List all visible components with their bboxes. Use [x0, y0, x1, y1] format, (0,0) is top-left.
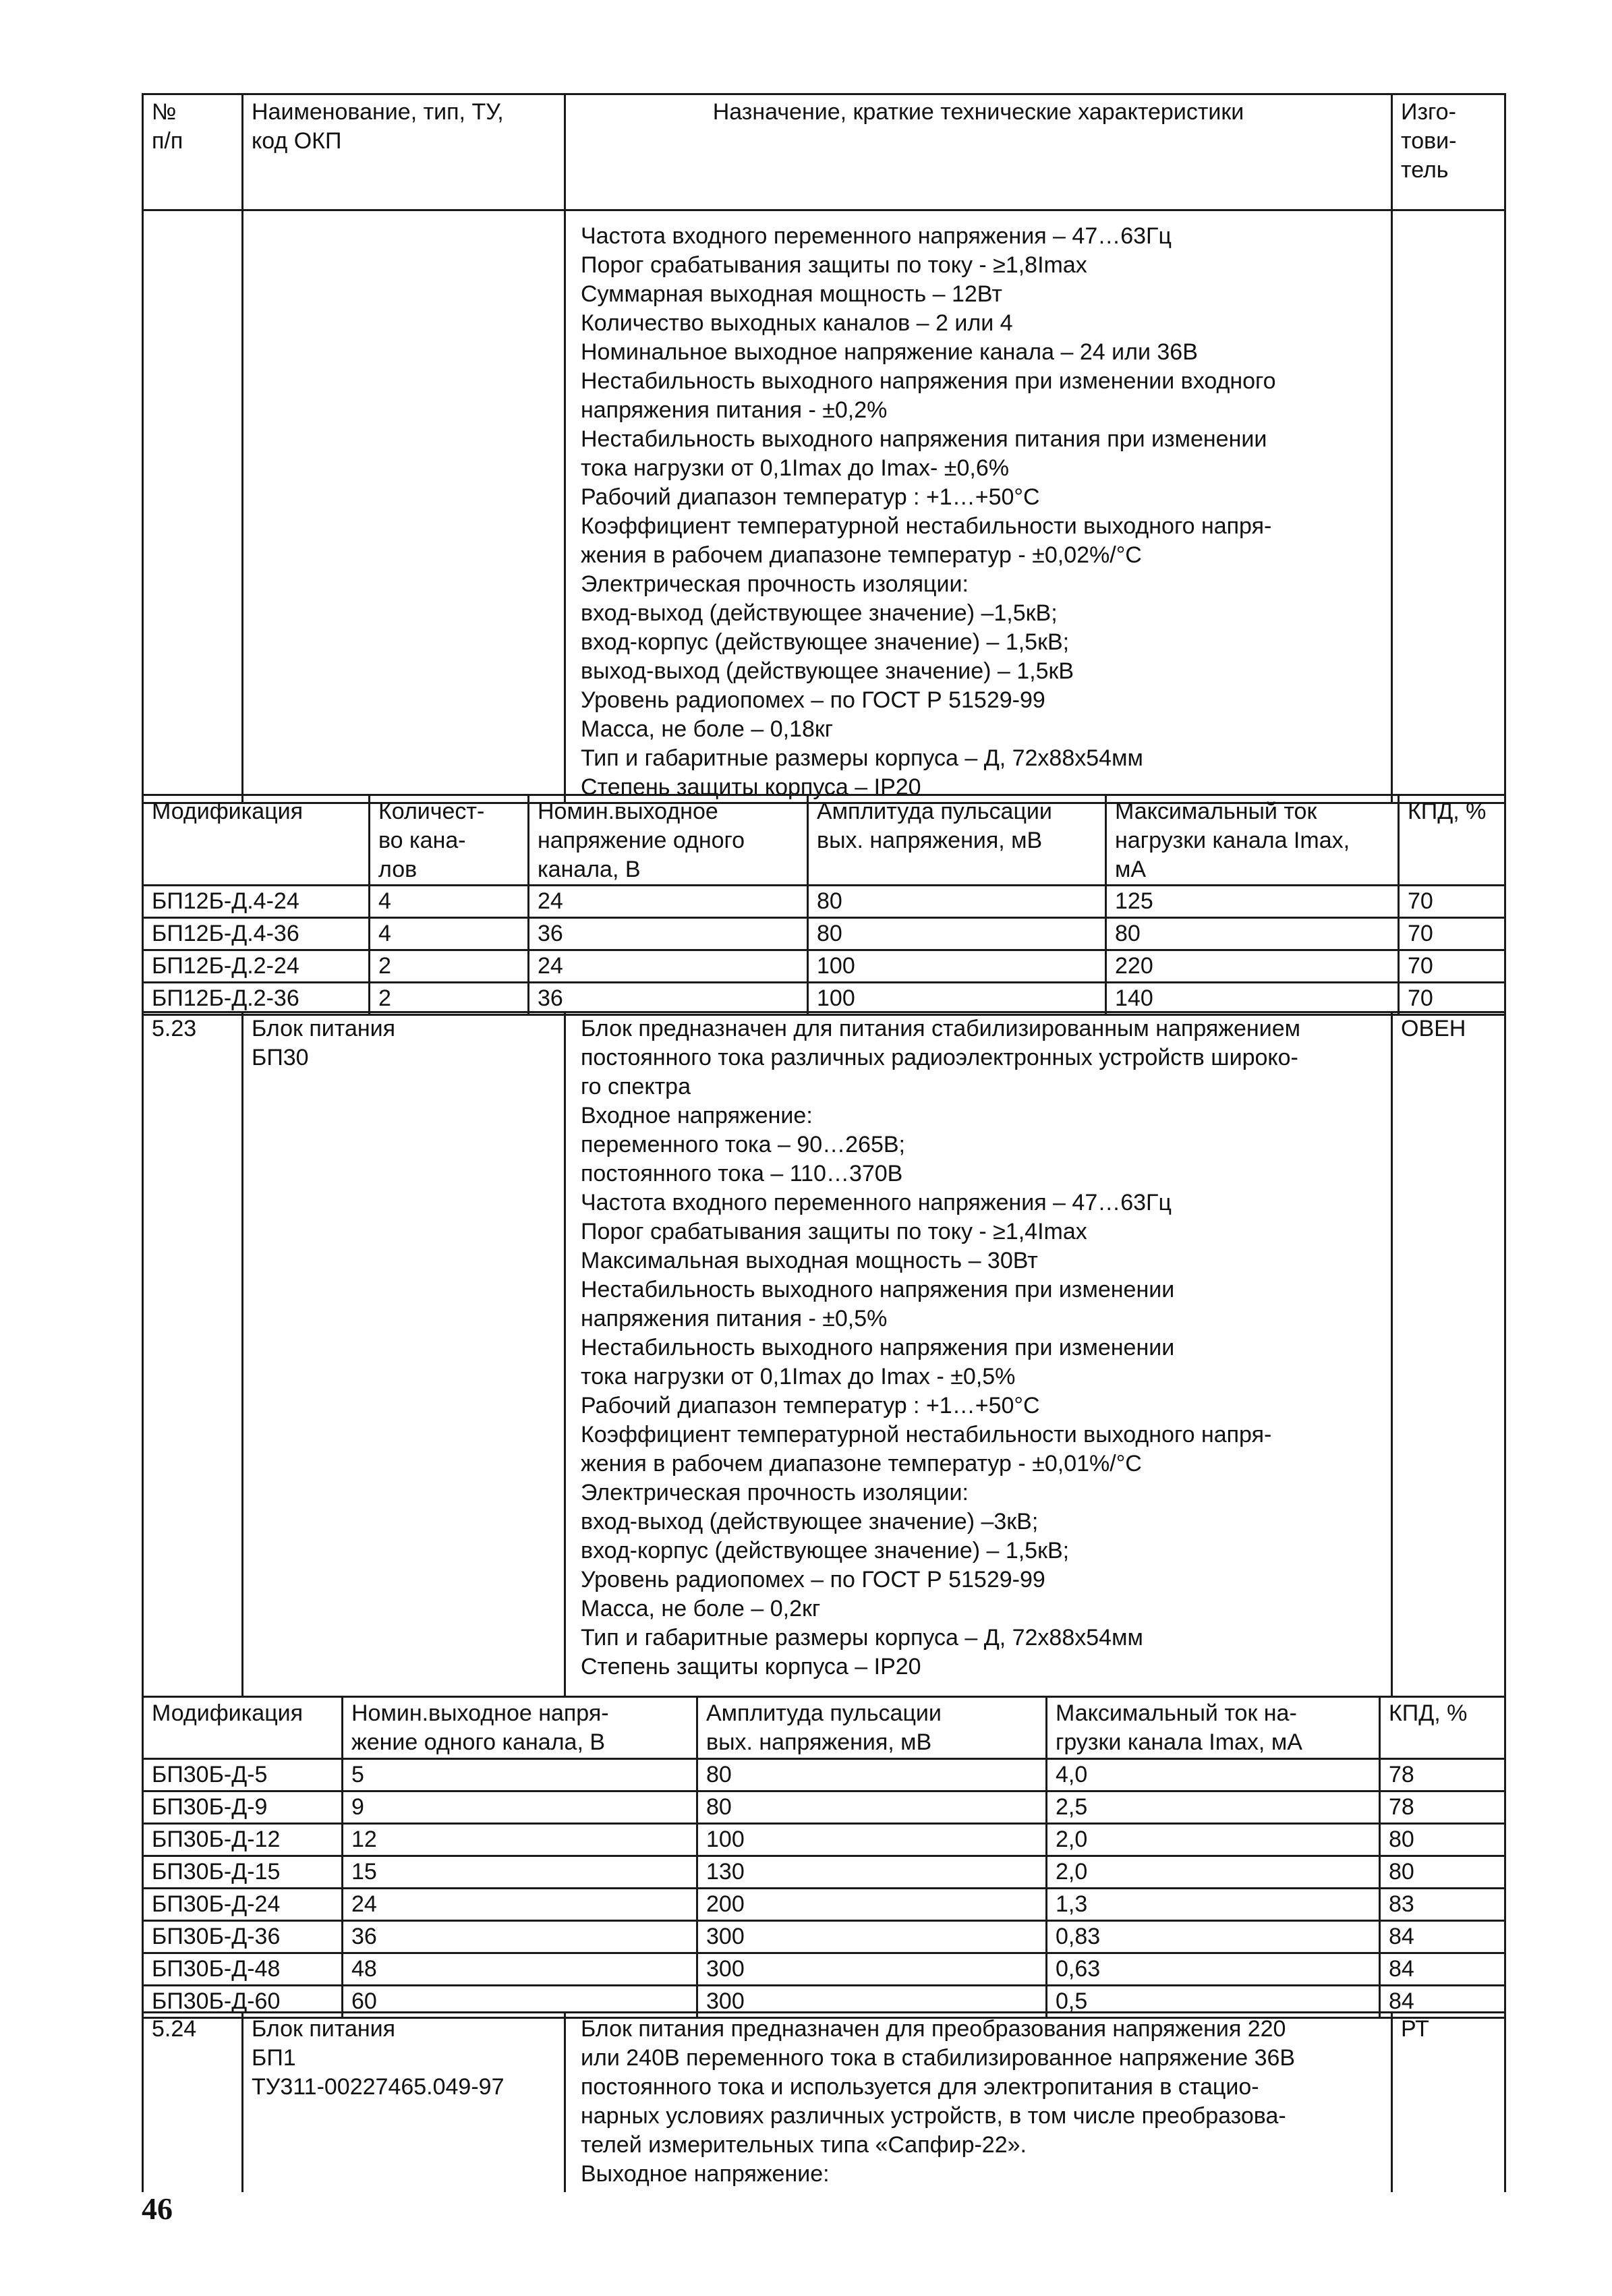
table-header-row: [143, 94, 1505, 210]
mods1-cell-i: 140: [1106, 983, 1399, 1015]
mods1-row: [143, 886, 1505, 918]
mods2-header-row: [143, 1697, 1505, 1759]
mods1-cell-v: 24: [529, 950, 808, 983]
item-5-24: [142, 2011, 1506, 2192]
block1-spec-line: Степень защиты корпуса – IP20: [581, 774, 921, 800]
item-5-23-spec-line: постоянного тока различных радиоэлектронных устройств широко-: [581, 1045, 1298, 1070]
block1-specs: [565, 210, 1392, 803]
header-maker-l3: тель: [1401, 157, 1449, 183]
empty-num-cell: [143, 210, 243, 803]
header-name: [243, 94, 565, 210]
mods1-h-i-l1: Максимальный ток: [1115, 799, 1317, 824]
empty-name-cell: [243, 210, 565, 803]
mods1-h-ch-l2: во кана-: [378, 828, 466, 853]
item-5-23-spec-line: Максимальная выходная мощность – 30Вт: [581, 1248, 1038, 1273]
mods2-h-eff: КПД, %: [1380, 1697, 1505, 1759]
mods1-h-channels: [370, 795, 529, 886]
mods1-h-mod: Модификация: [143, 795, 370, 886]
block1-spec-line: Масса, не боле – 0,18кг: [581, 716, 834, 742]
item-5-23-spec-line: Масса, не боле – 0,2кг: [581, 1596, 821, 1621]
mods2-h-voltage: [343, 1697, 697, 1759]
item-5-23-row: [143, 1012, 1505, 1697]
mods1-cell-ch: 2: [370, 950, 529, 983]
mods2-cell-i: 1,3: [1047, 1889, 1380, 1921]
mods1-cell-e: 70: [1399, 983, 1505, 1015]
mods2-cell-mod: БП30Б-Д-12: [143, 1824, 343, 1856]
mods1-h-voltage: [529, 795, 808, 886]
mods1-header-row: [143, 795, 1505, 886]
mods1-h-ch-l1: Количест-: [378, 799, 485, 824]
mods2-cell-mod: БП30Б-Д-5: [143, 1759, 343, 1791]
mods1-h-v-l1: Номин.выходное: [538, 799, 718, 824]
mods1-cell-r: 80: [808, 886, 1106, 918]
item-5-23-spec-line: Нестабильность выходного напряжения при изменении: [581, 1335, 1175, 1360]
catalog-table-top: [142, 93, 1506, 804]
mods1-cell-ch: 4: [370, 886, 529, 918]
item-5-24-spec-line: Выходное напряжение:: [581, 2161, 830, 2187]
mods1-h-v-l2: напряжение одного: [538, 828, 745, 853]
mods2-cell-e: 78: [1380, 1791, 1505, 1824]
block1-spec-line: Коэффициент температурной нестабильности выходного напря-: [581, 513, 1272, 539]
item-5-23-name-l2: БП30: [252, 1045, 309, 1070]
item-5-23-spec-line: постоянного тока – 110…370В: [581, 1161, 903, 1186]
block1-spec-line: тока нагрузки от 0,1Imax до Imax- ±0,6%: [581, 455, 1009, 481]
mods1-cell-mod: БП12Б-Д.4-24: [143, 886, 370, 918]
item-5-23-spec-line: Входное напряжение:: [581, 1103, 813, 1128]
mods1-cell-mod: БП12Б-Д.2-36: [143, 983, 370, 1015]
mods2-cell-v: 5: [343, 1759, 697, 1791]
mods1-cell-v: 36: [529, 918, 808, 950]
item-5-23-specs: [565, 1012, 1392, 1697]
mods1-h-ch-l3: лов: [378, 857, 418, 882]
item-5-23-spec-line: напряжения питания - ±0,5%: [581, 1306, 888, 1331]
item-5-24-maker: РТ: [1392, 2013, 1505, 2192]
header-purpose: Назначение, краткие технические характеристики: [565, 94, 1392, 210]
mods1-cell-i: 80: [1106, 918, 1399, 950]
block1-spec-line: Суммарная выходная мощность – 12Вт: [581, 281, 1002, 307]
item-5-23-spec-line: Тип и габаритные размеры корпуса – Д, 72х88х54мм: [581, 1625, 1143, 1651]
mods2-cell-e: 84: [1380, 1953, 1505, 1986]
mods2-h-current: [1047, 1697, 1380, 1759]
item-5-24-spec-line: нарных условиях различных устройств, в том числе преобразова-: [581, 2103, 1286, 2129]
item-5-23-spec-line: Частота входного переменного напряжения – 47…63Гц: [581, 1190, 1172, 1215]
item-5-24-name-l3: ТУ311-00227465.049-97: [252, 2074, 505, 2100]
mods1-h-i-l3: мА: [1115, 857, 1147, 882]
mods1-h-eff: КПД, %: [1399, 795, 1505, 886]
item-5-23-spec-line: Порог срабатывания защиты по току - ≥1,4Imax: [581, 1219, 1087, 1244]
header-maker-l1: Изго-: [1401, 99, 1456, 125]
spec-row-1: [143, 210, 1505, 803]
mods2-cell-mod: БП30Б-Д-15: [143, 1856, 343, 1889]
item-5-23-spec-line: Степень защиты корпуса – IP20: [581, 1654, 921, 1680]
empty-maker-cell: [1392, 210, 1505, 803]
mods2-cell-r: 130: [697, 1856, 1047, 1889]
modifications-table-1: [142, 794, 1506, 1016]
mods1-cell-e: 70: [1399, 886, 1505, 918]
item-5-23-spec-line: Коэффициент температурной нестабильности выходного напря-: [581, 1422, 1272, 1447]
mods2-h-r-l1: Амплитуда пульсации: [706, 1700, 942, 1726]
page-number: 46: [142, 2191, 173, 2226]
mods2-cell-v: 15: [343, 1856, 697, 1889]
item-5-23-name-l1: Блок питания: [252, 1016, 396, 1041]
mods1-h-r-l1: Амплитуда пульсации: [817, 799, 1052, 824]
block1-spec-line: Электрическая прочность изоляции:: [581, 571, 969, 597]
block1-spec-line: Уровень радиопомех – по ГОСТ Р 51529-99: [581, 687, 1045, 713]
mods2-cell-e: 80: [1380, 1824, 1505, 1856]
header-num-l2: п/п: [152, 128, 183, 154]
block1-spec-line: Порог срабатывания защиты по току - ≥1,8Imax: [581, 252, 1087, 278]
block1-spec-line: Тип и габаритные размеры корпуса – Д, 72х88х54мм: [581, 745, 1143, 771]
mods2-cell-i: 2,5: [1047, 1791, 1380, 1824]
header-num-l1: №: [152, 99, 177, 125]
mods1-row: [143, 983, 1505, 1015]
mods2-cell-e: 84: [1380, 1921, 1505, 1953]
mods2-cell-i: 2,0: [1047, 1824, 1380, 1856]
mods2-cell-r: 80: [697, 1759, 1047, 1791]
item-5-23-spec-line: жения в рабочем диапазоне температур - ±0,01%/°С: [581, 1451, 1142, 1476]
block1-spec-line: выход-выход (действующее значение) – 1,5кВ: [581, 658, 1074, 684]
mods1-cell-i: 125: [1106, 886, 1399, 918]
mods1-cell-i: 220: [1106, 950, 1399, 983]
mods1-cell-mod: БП12Б-Д.2-24: [143, 950, 370, 983]
mods1-cell-r: 100: [808, 983, 1106, 1015]
mods1-cell-v: 24: [529, 886, 808, 918]
mods2-cell-mod: БП30Б-Д-48: [143, 1953, 343, 1986]
mods2-h-mod: Модификация: [143, 1697, 343, 1759]
mods2-h-i-l2: грузки канала Imax, мА: [1056, 1729, 1302, 1755]
mods2-cell-mod: БП30Б-Д-36: [143, 1921, 343, 1953]
mods2-cell-v: 12: [343, 1824, 697, 1856]
mods2-row: [143, 1921, 1505, 1953]
header-maker: [1392, 94, 1505, 210]
block1-spec-line: вход-выход (действующее значение) –1,5кВ;: [581, 600, 1058, 626]
mods1-row: [143, 918, 1505, 950]
mods1-cell-v: 36: [529, 983, 808, 1015]
item-5-24-name-l1: Блок питания: [252, 2016, 396, 2042]
mods2-cell-v: 9: [343, 1791, 697, 1824]
mods2-cell-r: 300: [697, 1953, 1047, 1986]
mods2-cell-v: 36: [343, 1921, 697, 1953]
mods2-row: [143, 1953, 1505, 1986]
mods1-cell-r: 80: [808, 918, 1106, 950]
mods2-row: [143, 1856, 1505, 1889]
mods2-cell-v: 60: [343, 1986, 697, 2018]
mods1-h-r-l2: вых. напряжения, мВ: [817, 828, 1043, 853]
mods2-cell-mod: БП30Б-Д-24: [143, 1889, 343, 1921]
mods2-row: [143, 1791, 1505, 1824]
item-5-24-spec-line: постоянного тока и используется для электропитания в стацио-: [581, 2074, 1259, 2100]
item-5-23-num: 5.23: [143, 1012, 243, 1697]
mods1-cell-ch: 2: [370, 983, 529, 1015]
mods2-cell-r: 100: [697, 1824, 1047, 1856]
item-5-23-spec-line: Нестабильность выходного напряжения при изменении: [581, 1277, 1175, 1302]
item-5-24-spec-line: или 240В переменного тока в стабилизированное напряжение 36В: [581, 2045, 1296, 2071]
item-5-24-specs: [565, 2013, 1392, 2192]
mods2-h-v-l1: Номин.выходное напря-: [351, 1700, 609, 1726]
mods1-cell-e: 70: [1399, 918, 1505, 950]
header-num: [143, 94, 243, 210]
mods1-cell-r: 100: [808, 950, 1106, 983]
mods2-h-i-l1: Максимальный ток на-: [1056, 1700, 1297, 1726]
mods2-row: [143, 1889, 1505, 1921]
item-5-24-row: [143, 2013, 1505, 2192]
item-5-23-spec-line: переменного тока – 90…265В;: [581, 1132, 905, 1157]
item-5-24-spec-line: телей измерительных типа «Сапфир-22».: [581, 2132, 1027, 2158]
item-5-23: [142, 1011, 1506, 1698]
mods2-cell-r: 300: [697, 1986, 1047, 2018]
mods1-cell-e: 70: [1399, 950, 1505, 983]
mods1-row: [143, 950, 1505, 983]
mods2-cell-v: 24: [343, 1889, 697, 1921]
block1-spec-line: Нестабильность выходного напряжения питания при изменении: [581, 426, 1267, 452]
mods2-cell-i: 2,0: [1047, 1856, 1380, 1889]
block1-spec-line: вход-корпус (действующее значение) – 1,5кВ;: [581, 629, 1070, 655]
item-5-23-spec-line: вход-выход (действующее значение) –3кВ;: [581, 1509, 1039, 1534]
item-5-24-name-l2: БП1: [252, 2045, 296, 2071]
header-maker-l2: тови-: [1401, 128, 1457, 154]
mods1-cell-ch: 4: [370, 918, 529, 950]
mods2-cell-i: 0,5: [1047, 1986, 1380, 2018]
block1-spec-line: Рабочий диапазон температур : +1…+50°С: [581, 484, 1040, 510]
mods1-cell-mod: БП12Б-Д.4-36: [143, 918, 370, 950]
header-name-l2: код ОКП: [252, 128, 342, 154]
mods2-cell-mod: БП30Б-Д-60: [143, 1986, 343, 2018]
mods2-cell-e: 80: [1380, 1856, 1505, 1889]
modifications-table-2: [142, 1696, 1506, 2019]
item-5-23-spec-line: Уровень радиопомех – по ГОСТ Р 51529-99: [581, 1567, 1045, 1592]
item-5-24-name: [243, 2013, 565, 2192]
block1-spec-line: Частота входного переменного напряжения – 47…63Гц: [581, 223, 1172, 249]
item-5-23-maker: ОВЕН: [1392, 1012, 1505, 1697]
block1-spec-line: Количество выходных каналов – 2 или 4: [581, 310, 1013, 336]
item-5-23-spec-line: Блок предназначен для питания стабилизированным напряжением: [581, 1016, 1300, 1041]
mods2-cell-r: 80: [697, 1791, 1047, 1824]
item-5-23-spec-line: Рабочий диапазон температур : +1…+50°С: [581, 1393, 1040, 1418]
item-5-24-num: 5.24: [143, 2013, 243, 2192]
mods1-h-v-l3: канала, В: [538, 857, 641, 882]
mods2-cell-mod: БП30Б-Д-9: [143, 1791, 343, 1824]
item-5-24-spec-line: Блок питания предназначен для преобразования напряжения 220: [581, 2016, 1286, 2042]
mods2-cell-r: 200: [697, 1889, 1047, 1921]
mods2-cell-e: 84: [1380, 1986, 1505, 2018]
mods2-row: [143, 1759, 1505, 1791]
mods2-cell-r: 300: [697, 1921, 1047, 1953]
mods2-h-r-l2: вых. напряжения, мВ: [706, 1729, 932, 1755]
header-name-l1: Наименование, тип, ТУ,: [252, 99, 504, 125]
item-5-23-spec-line: тока нагрузки от 0,1Imax до Imax - ±0,5%: [581, 1364, 1016, 1389]
item-5-23-spec-line: вход-корпус (действующее значение) – 1,5кВ;: [581, 1538, 1070, 1563]
mods2-cell-i: 0,83: [1047, 1921, 1380, 1953]
mods2-h-ripple: [697, 1697, 1047, 1759]
block1-spec-line: напряжения питания - ±0,2%: [581, 397, 888, 423]
mods2-cell-e: 83: [1380, 1889, 1505, 1921]
item-5-23-name: [243, 1012, 565, 1697]
mods1-h-ripple: [808, 795, 1106, 886]
mods2-cell-e: 78: [1380, 1759, 1505, 1791]
mods1-h-i-l2: нагрузки канала Imax,: [1115, 828, 1350, 853]
block1-spec-line: жения в рабочем диапазоне температур - ±0,02%/°С: [581, 542, 1142, 568]
mods2-cell-i: 4,0: [1047, 1759, 1380, 1791]
mods2-cell-i: 0,63: [1047, 1953, 1380, 1986]
item-5-23-spec-line: Электрическая прочность изоляции:: [581, 1480, 969, 1505]
mods1-h-current: [1106, 795, 1399, 886]
item-5-23-spec-line: го спектра: [581, 1074, 691, 1099]
block1-spec-line: Номинальное выходное напряжение канала – 24 или 36В: [581, 339, 1198, 365]
mods2-h-v-l2: жение одного канала, В: [351, 1729, 606, 1755]
mods2-cell-v: 48: [343, 1953, 697, 1986]
block1-spec-line: Нестабильность выходного напряжения при изменении входного: [581, 368, 1276, 394]
mods2-row: [143, 1824, 1505, 1856]
